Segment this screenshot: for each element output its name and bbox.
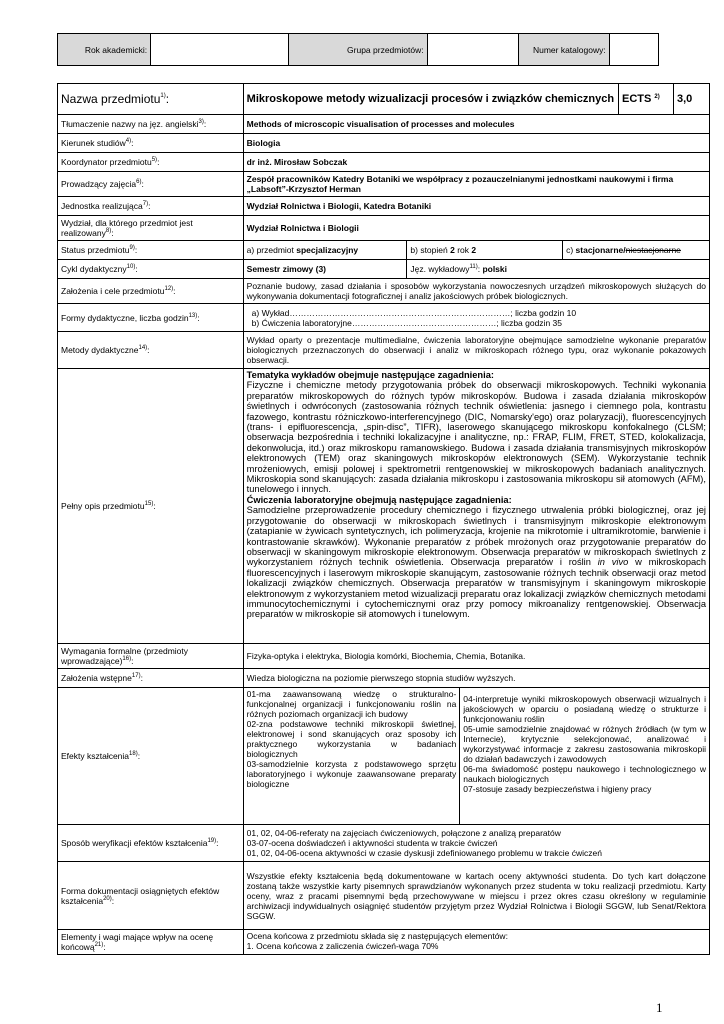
jednostka-label: Jednostka realizująca$^{7)}$: [58,197,244,216]
nazwa-value: Mikroskopowe metody wizualizacji procesów i związków chemicznych [243,84,618,115]
efekt-item: 07-stosuje zasady bezpieczeństwa i higieny pracy [463,784,652,794]
rok-akademicki-label: Rok akademicki: [58,34,151,66]
page-number: 1 [656,1000,663,1015]
opis-value [243,369,709,644]
elementy-line: Ocena końcowa z przedmiotu składa się z następujących elementów: [246,931,508,941]
efekt-item: 01-ma zaawansowaną wiedzę o strukturalno-funkcjonalnej organizacji i funkcjonowaniu roślin na różnych poziomach organizacji ich budowy [246,689,457,719]
sposob-line: 01, 02, 04-06-ocena aktywności w czasie dyskusji zdefiniowanego problemu w trakcie ćwiczeń [246,848,602,858]
row-elementy [58,930,710,955]
efekt-item: 03-samodzielnie korzysta z podstawowego sprzętu laboratoryjnego i wykonuje zaawansowane preparaty biologiczne [246,759,457,789]
efekt-item: 06-ma świadomość postępu naukowego i technologicznego w naukach biologicznych [463,764,706,784]
zalozenia-wstepne-value: Wiedza biologiczna na poziomie pierwszego stopnia studiów wyższych. [243,669,709,688]
sposob-line: 03-07-ocena doświadczeń i aktywności studenta w trakcie ćwiczeń [246,838,498,848]
row-prowadzacy [58,172,710,197]
row-formy [58,304,710,332]
row-nazwa [58,84,710,115]
wymagania-label: Wymagania formalne (przedmioty wprowadzające)$^{16)}$: [58,644,244,669]
row-efekty [58,688,710,825]
zalozenia-wstepne-label: Założenia wstępne$^{17)}$: [58,669,244,688]
kierunek-label: Kierunek studiów$^{4)}$: [58,134,244,153]
formy-value [243,304,709,332]
koordynator-label: Koordynator przedmiotu$^{5)}$: [58,153,244,172]
zalozenia-label: Założenia i cele przedmiotu$^{12)}$: [58,279,244,304]
formy-label: Formy dydaktyczne, liczba godzin$^{13)}$: [58,304,244,332]
row-kierunek [58,134,710,153]
ects-value: 3,0 [673,84,709,115]
row-sposob [58,825,710,862]
elementy-line: 1. Ocena końcowa z zaliczenia ćwiczeń-waga 70% [246,941,439,951]
wydzial-value: Wydział Rolnictwa i Biologii [243,216,709,241]
nazwa-label: Nazwa przedmiotu$^{1)}$: [58,84,244,115]
jezyk-wykladowy: Jęz. wykładowy$^{11)}$: polski [407,260,710,279]
row-tlumaczenie [58,115,710,134]
row-opis [58,369,710,644]
forma-value: Wszystkie efekty kształcenia będą dokumentowane w kartach oceny aktywności studenta. Do tych kart dołączone zostaną także wszystkie karty pisemnych sprawdzianów wykonanych przez studenta w toku realizacji przedmiotu. Karty oceny, wraz z pracami pisemnymi będą przechowywane w miejscu i przez okres czasu określony w regulaminie archiwizacji indywidualnych osiągnięć studentów przyjętym przez Wydział Rolnictwa i Biologii SGGW, lub Senat/Rektora SGGW. [243,862,709,930]
metody-label: Metody dydaktyczne$^{14)}$: [58,332,244,369]
formy-wyklad: a) Wykład……………………………………………………………………; liczba godzin 10 [251,307,577,318]
row-forma [58,862,710,930]
kierunek-value: Biologia [243,134,709,153]
prowadzacy-value: Zespół pracowników Katedry Botaniki we współpracy z pozauczelnianymi jednostkami naukowymi i firma „Labsoft”-Krzysztof Herman [243,172,709,197]
wymagania-value: Fizyka-optyka i elektryka, Biologia komórki, Biochemia, Chemia, Botanika. [243,644,709,669]
efekty-right [460,688,710,825]
elementy-label: Elementy i wagi mające wpływ na ocenę końcową$^{21)}$: [58,930,244,955]
row-wymagania [58,644,710,669]
efekt-item: 02-zna podstawowe techniki mikroskopii świetlnej, elektronowej i sond skanujących oraz sposoby ich praktycznego wykorzystania w badaniach biologicznych [246,719,457,759]
sposob-value [243,825,709,862]
rok-akademicki-value [151,34,289,66]
numer-katalogowy-value [609,34,658,66]
row-wydzial [58,216,710,241]
prowadzacy-label: Prowadzący zajęcia$^{6)}$: [58,172,244,197]
opis-label: Pełny opis przedmiotu$^{15)}$: [58,369,244,644]
wydzial-label: Wydział, dla którego przedmiot jest realizowany$^{8)}$: [58,216,244,241]
sposob-line: 01, 02, 04-06-referaty na zajęciach ćwiczeniowych, połączone z analizą preparatów [246,828,561,838]
opis-wyklad-text: Fizyczne i chemiczne metody przygotowania próbek do obserwacji mikroskopowych. Techniki wykonania preparatów mikroskopowych do różnych typów mikroskopów. Budowa i zasada działania mikroskopów świetlnych i odwróconych (zastosowania różnych technik oświetlenia: jasnego i ciemnego pola, kontrastu fazowego, kontrastu różniczkowo-interferencyjnego (DIC, Nomarsky'ego) oraz polaryzacji), fluorescencyjnych (trans- i epifluorescencja, „spin-disc”, TIFR), laserowego skanującego mikroskopu konfokalnego (CLSM; obserwacja bezpośrednia i techniki lokalizacyjne i analityczne, np.: FRAP, FLIM, FRET, STED, kolokalizacja, dekonwolucja, itd.) oraz mikroskopu ramanowskiego. Budowa i zasada działania transmisyjnych mikroskopów elektronowych (TEM) oraz skaningowych mikroskopów elektronowych (SEM). Wykorzystanie technik mrożeniowych, emisji polowej i spektrometrii rentgenowskiej w mikroskopowych badaniach analitycznych. Mikroskopia sond skanujących: zasada działania mikroskopu i zastosowania mikroskopu sił atomowych (AFM), tunelowego i innych. [246,380,706,495]
row-cykl [58,260,710,279]
row-zalozenia-wstepne [58,669,710,688]
row-zalozenia [58,279,710,304]
efekt-item: 04-interpretuje wyniki mikroskopowych obserwacji wizualnych i jakościowych w oparciu o posiadaną wiedzę o strukturze i funkcjonowaniu roślin [463,694,706,724]
sposob-label: Sposób weryfikacji efektów kształcenia$^{19)}$: [58,825,244,862]
row-jednostka [58,197,710,216]
header-table [57,33,659,66]
status-a: a) przedmiot specjalizacyjny [243,241,407,260]
opis-cwiczenia-heading: Ćwiczenia laboratoryjne obejmują następujące zagadnienia: [246,494,512,505]
status-b: b) stopień 2 rok 2 [407,241,563,260]
opis-wyklad-heading: Tematyka wykładów obejmuje następujące zagadnienia: [246,370,494,380]
efekty-label: Efekty kształcenia$^{18)}$: [58,688,244,825]
ects-label: ECTS $^{2)}$ [619,84,674,115]
koordynator-value: dr inż. Mirosław Sobczak [243,153,709,172]
tlumaczenie-label: Tłumaczenie nazwy na jęz. angielski$^{3)}$: [58,115,244,134]
tlumaczenie-value: Methods of microscopic visualisation of processes and molecules [243,115,709,134]
elementy-value [243,930,709,955]
grupa-przedmiotow-value [427,34,518,66]
status-c: c) stacjonarne/niestacjonarne [563,241,710,260]
forma-label: Forma dokumentacji osiągniętych efektów kształcenia$^{20)}$: [58,862,244,930]
course-table [57,83,710,955]
opis-cwiczenia-text: Samodzielne przeprowadzenie procedury chemicznego i fizycznego utrwalenia próbki biologicznej, oraz jej przygotowanie do obserwacji w mikroskopach świetlnych i transmisyjnym mikroskopie elektronowym (zatapianie w żywicach syntetycznych, ich polimeryzacja, krojenie na mikrotomie i ultramikrotomie, barwienie i kontrastowanie skrawków). Wykonanie preparatów z próbek mrożonych oraz przygotowanie preparatów do obserwacji w skaningowym mikroskopie elektronowym. Obserwacja preparatów w mikroskopach świetlnych z wykorzystaniem różnych technik oświetlenia. Obserwacja preparatów i roślin in vivo w mikroskopach fluorescencyjnych i laserowym mikroskopie skanującym, zastosowanie różnych technik obserwacji oraz metod lokalizacji związków chemicznych. Obserwacja preparatów w transmisyjnym i skaningowym mikroskopie elektronowym z wykorzystaniem metod wizualizacji preparatu oraz lokalizacji związków chemicznych metodami immunocytochemicznymi i cytochemicznymi oraz przy pomocy mikroanalizy rentgenowskiej. Obserwacja preparatów w mikroskopie sił atomowych i tunelowym. [246,505,706,620]
row-metody [58,332,710,369]
numer-katalogowy-label: Numer katalogowy: [518,34,609,66]
cykl-value: Semestr zimowy (3) [243,260,407,279]
row-koordynator [58,153,710,172]
metody-value: Wykład oparty o prezentacje multimedialne, ćwiczenia laboratoryjne obejmujące samodzielne wykonanie preparatów biologicznych przeznaczonych do obserwacji i analiz w mikroskopach różnego typu, oraz wykonanie pokazowych obserwacji. [243,332,709,369]
formy-cwiczenia: b) Ćwiczenia laboratoryjne……………………………………………; liczba godzin 35 [251,317,562,328]
cykl-label: Cykl dydaktyczny$^{10)}$: [58,260,244,279]
jednostka-value: Wydział Rolnictwa i Biologii, Katedra Botaniki [243,197,709,216]
efekty-left [243,688,460,825]
efekt-item: 05-umie samodzielnie znajdować w różnych źródłach (w tym w Internecie), krytycznie selekcjonować, analizować i wykorzystywać informacje z zakresu zastosowania mikroskopii do działań badawczych i zawodowych [463,724,706,764]
grupa-przedmiotow-label: Grupa przedmiotów: [289,34,427,66]
status-label: Status przedmiotu$^{9)}$: [58,241,244,260]
zalozenia-value: Poznanie budowy, zasad działania i sposobów wykorzystania nowoczesnych urządzeń mikroskopowych służących do wykonywania dokumentacji fotograficznej i analiz jakościowych próbek biologicznych. [243,279,709,304]
row-status [58,241,710,260]
